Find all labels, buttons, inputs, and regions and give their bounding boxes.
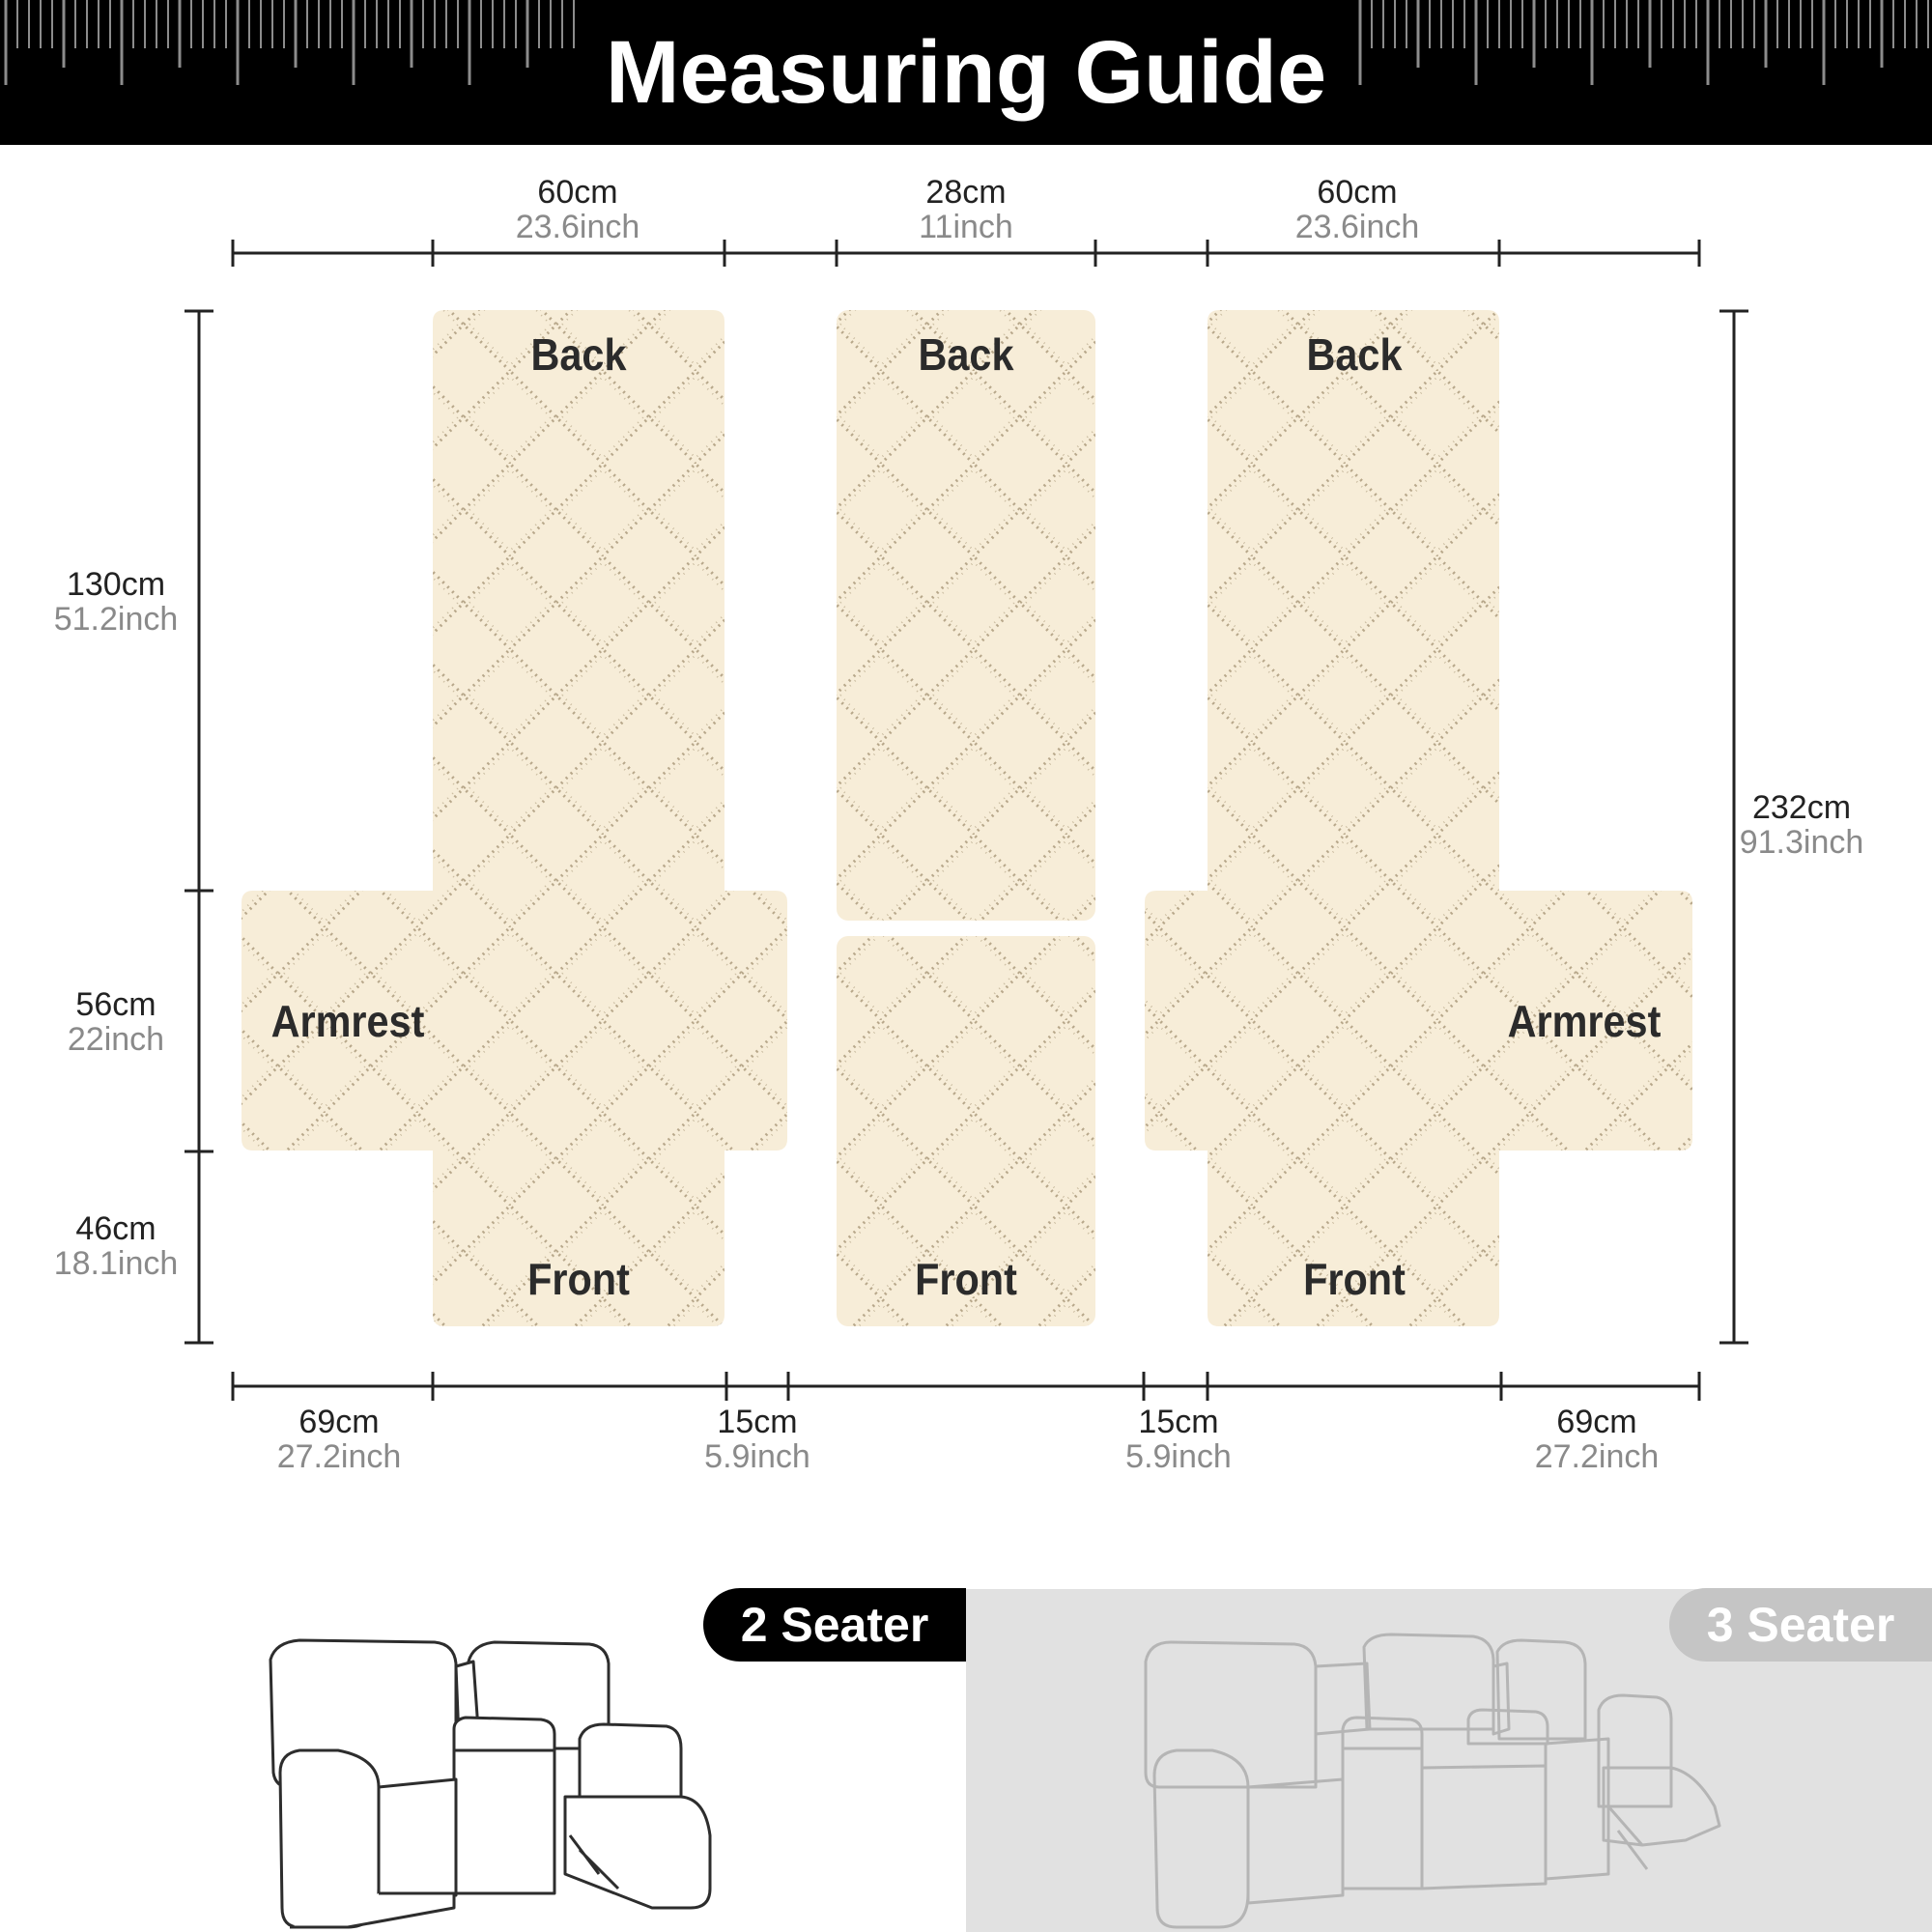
dim-cm: 15cm xyxy=(1138,1404,1219,1440)
two-seater-option[interactable]: 2 Seater xyxy=(703,1588,966,1662)
dim-inch: 27.2inch xyxy=(1534,1437,1660,1475)
dim-cm: 56cm xyxy=(75,986,156,1023)
dim-cm: 60cm xyxy=(537,174,618,211)
dim-cm: 60cm xyxy=(1317,174,1398,211)
two-seater-sofa-illustration xyxy=(270,1640,710,1927)
dim-cm: 69cm xyxy=(1556,1404,1637,1440)
dim-inch: 27.2inch xyxy=(276,1437,402,1475)
three-seater-option[interactable]: 3 Seater xyxy=(1669,1588,1932,1662)
dim-cm: 46cm xyxy=(75,1210,156,1247)
dim-cm: 15cm xyxy=(717,1404,798,1440)
dim-inch: 22inch xyxy=(67,1020,165,1058)
right-front-label: Front xyxy=(1303,1254,1406,1304)
middle-back-label: Back xyxy=(918,329,1014,380)
left-front-label: Front xyxy=(527,1254,630,1304)
right-back-label: Back xyxy=(1306,329,1403,380)
dim-inch: 11inch xyxy=(919,208,1013,245)
dim-inch: 18.1inch xyxy=(53,1244,179,1282)
dim-inch: 23.6inch xyxy=(515,208,640,245)
dim-inch: 5.9inch xyxy=(704,1437,810,1475)
dim-inch: 51.2inch xyxy=(53,600,179,638)
dim-inch: 5.9inch xyxy=(1125,1437,1232,1475)
left-back-label: Back xyxy=(530,329,627,380)
dim-inch: 23.6inch xyxy=(1294,208,1420,245)
right-armrest-label: Armrest xyxy=(1507,996,1662,1046)
dim-cm: 28cm xyxy=(925,174,1007,211)
left-armrest-label: Armrest xyxy=(270,996,425,1046)
dim-cm: 232cm xyxy=(1751,789,1852,826)
dim-cm: 130cm xyxy=(66,566,166,603)
dim-inch: 91.3inch xyxy=(1739,823,1864,861)
middle-front-label: Front xyxy=(915,1254,1017,1304)
three-seater-sofa-illustration xyxy=(1146,1634,1719,1927)
dim-cm: 69cm xyxy=(298,1404,380,1440)
page-title: Measuring Guide xyxy=(605,23,1327,122)
